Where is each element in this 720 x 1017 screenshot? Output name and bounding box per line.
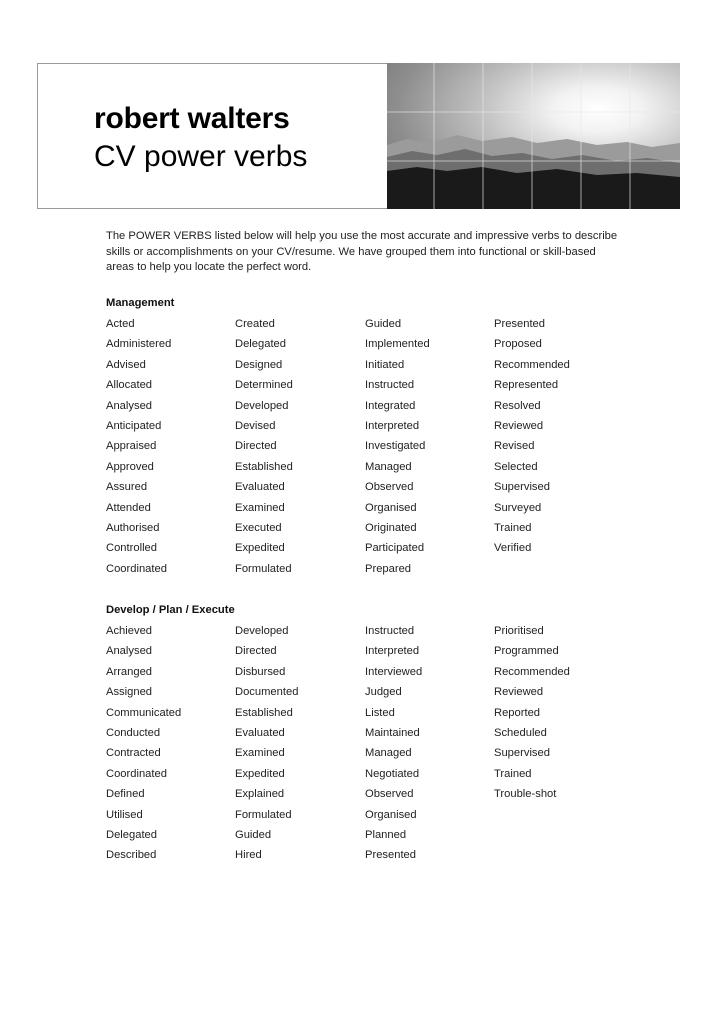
verb-item: Guided <box>235 829 272 841</box>
verb-item: Prioritised <box>494 625 544 637</box>
verb-item: Planned <box>365 829 407 841</box>
verb-item: Disbursed <box>235 665 286 678</box>
verb-item: Directed <box>235 645 277 658</box>
verb-item: Programmed <box>494 645 559 658</box>
verb-item: Interviewed <box>365 665 423 678</box>
verb-item: Instructed <box>365 379 415 392</box>
verb-item: Assigned <box>106 686 153 699</box>
verb-item: Observed <box>365 788 414 801</box>
verb-item: Created <box>235 318 275 330</box>
verb-item: Implemented <box>365 338 430 351</box>
verb-item: Expedited <box>235 767 285 780</box>
verb-item: Organised <box>365 808 417 821</box>
verb-item: Advised <box>106 358 146 371</box>
verb-item: Authorised <box>106 522 160 534</box>
section-title: Develop / Plan / Execute <box>106 604 235 616</box>
verb-item: Arranged <box>106 665 153 678</box>
verb-item: Resolved <box>494 399 541 412</box>
verb-item: Anticipated <box>106 420 162 432</box>
verb-item: Examined <box>235 747 285 760</box>
verb-item: Communicated <box>106 706 182 719</box>
verb-item: Prepared <box>365 562 412 575</box>
verb-item: Organised <box>365 501 417 514</box>
verb-item: Listed <box>365 706 395 719</box>
verb-item: Determined <box>235 379 293 392</box>
verb-item: Investigated <box>365 440 426 453</box>
verb-item: Trained <box>494 522 532 534</box>
verb-item: Developed <box>235 625 289 637</box>
verb-item: Interpreted <box>365 420 420 432</box>
verb-item: Represented <box>494 379 559 392</box>
brand-name: robert walters <box>94 102 290 135</box>
verb-item: Selected <box>494 460 538 473</box>
verb-item: Managed <box>365 747 412 760</box>
verb-item: Supervised <box>494 481 550 494</box>
verb-item: Analysed <box>106 645 153 658</box>
verb-item: Trained <box>494 767 532 780</box>
verb-item: Surveyed <box>494 501 542 514</box>
near-ridge <box>387 167 680 209</box>
verb-item: Presented <box>494 318 545 330</box>
verb-item: Scheduled <box>494 727 547 739</box>
verb-item: Appraised <box>106 440 157 453</box>
verb-item: Achieved <box>106 625 153 637</box>
verb-item: Originated <box>365 522 417 534</box>
verb-item: Attended <box>106 501 151 514</box>
section-title: Management <box>106 297 175 309</box>
verb-item: Approved <box>106 460 154 473</box>
verb-item: Described <box>106 849 157 862</box>
verb-item: Formulated <box>235 562 292 575</box>
verb-item: Recommended <box>494 665 570 678</box>
verb-item: Presented <box>365 849 416 862</box>
verb-item: Recommended <box>494 358 570 371</box>
verb-item: Managed <box>365 460 412 473</box>
verb-item: Judged <box>365 686 402 699</box>
verb-item: Analysed <box>106 399 153 412</box>
verb-item: Coordinated <box>106 767 167 780</box>
verb-item: Administered <box>106 338 172 351</box>
verb-item: Trouble-shot <box>494 788 557 801</box>
verb-item: Documented <box>235 686 299 699</box>
intro-paragraph: The POWER VERBS listed below will help you use the most accurate and impressive verbs to describe skills or accomplishments on your CV/resume. We have grouped them into functional or skill-based areas to help you locate the perfect word. <box>106 230 618 273</box>
verb-item: Established <box>235 460 293 473</box>
verb-item: Instructed <box>365 625 415 637</box>
verb-item: Developed <box>235 399 289 412</box>
verb-item: Defined <box>106 788 145 801</box>
verb-item: Explained <box>235 788 285 801</box>
verb-item: Participated <box>365 542 425 555</box>
verb-item: Supervised <box>494 747 550 760</box>
verb-item: Hired <box>235 849 262 862</box>
verb-item: Directed <box>235 440 277 453</box>
verb-item: Designed <box>235 358 283 371</box>
verb-item: Formulated <box>235 808 292 821</box>
verb-item: Acted <box>106 318 135 330</box>
verb-item: Evaluated <box>235 481 285 494</box>
verb-item: Delegated <box>235 338 287 351</box>
verb-item: Established <box>235 706 293 719</box>
verb-item: Proposed <box>494 338 542 351</box>
verb-item: Evaluated <box>235 727 285 739</box>
verb-item: Reviewed <box>494 686 544 699</box>
mountain-landscape-image <box>387 63 680 209</box>
verb-item: Assured <box>106 481 148 494</box>
verb-item: Reviewed <box>494 420 544 432</box>
verb-item: Maintained <box>365 727 420 739</box>
verb-item: Conducted <box>106 727 161 739</box>
verb-item: Initiated <box>365 358 405 371</box>
verb-item: Verified <box>494 542 532 555</box>
verb-item: Coordinated <box>106 562 167 575</box>
verb-item: Guided <box>365 318 402 330</box>
verb-item: Allocated <box>106 379 153 392</box>
verb-item: Reported <box>494 706 541 719</box>
verb-item: Revised <box>494 440 535 453</box>
verb-item: Interpreted <box>365 645 420 658</box>
document-title: CV power verbs <box>94 140 308 173</box>
verb-item: Examined <box>235 501 285 514</box>
verb-item: Controlled <box>106 542 157 555</box>
verb-item: Utilised <box>106 808 143 821</box>
verb-item: Contracted <box>106 747 161 760</box>
verb-item: Integrated <box>365 399 416 412</box>
verb-item: Observed <box>365 481 414 494</box>
verb-item: Delegated <box>106 829 158 841</box>
verb-item: Expedited <box>235 542 285 555</box>
verb-item: Executed <box>235 522 282 534</box>
verb-item: Devised <box>235 420 276 432</box>
verb-item: Negotiated <box>365 767 420 780</box>
